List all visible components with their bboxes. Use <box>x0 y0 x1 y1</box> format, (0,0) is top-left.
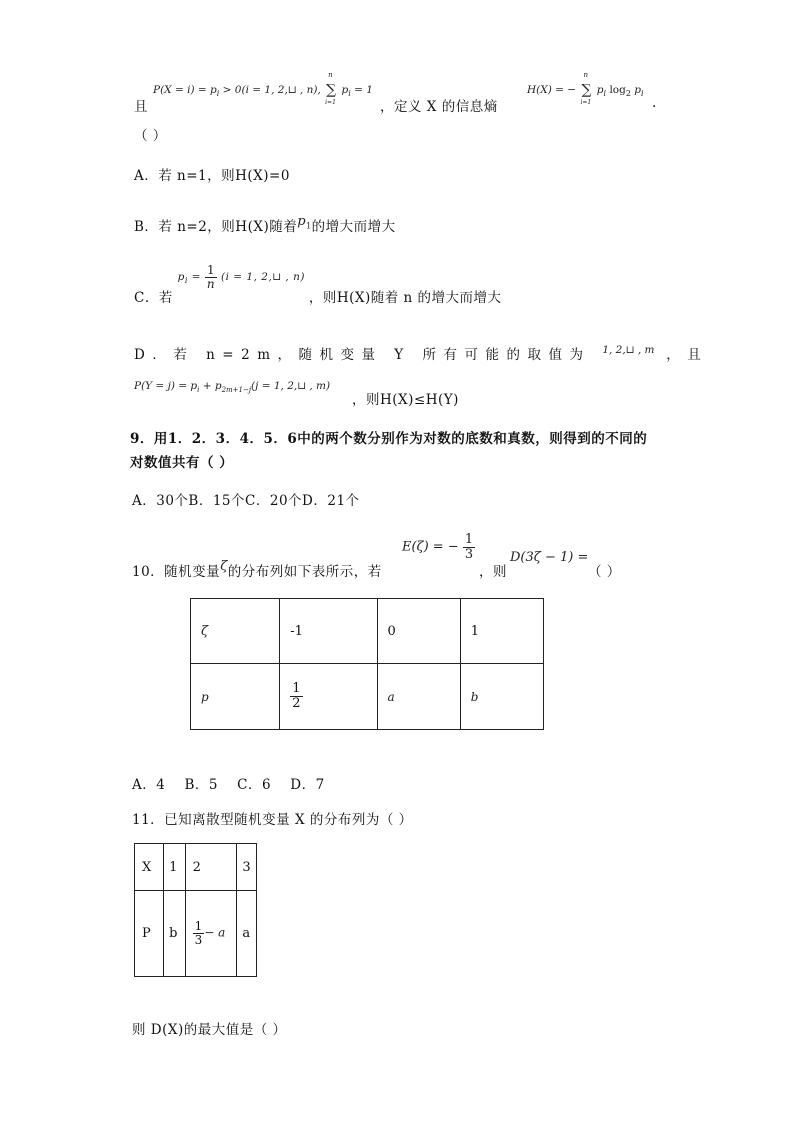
table-cell: 0 <box>377 599 460 664</box>
table-cell: a <box>237 891 257 977</box>
q11-title: 11．已知离散型随机变量 X 的分布列为（ ） <box>132 812 413 828</box>
q8-option-d-post: ，则H(X)≤H(Y) <box>352 392 459 408</box>
table-row <box>135 844 257 891</box>
q10-expectation: E(ζ) = − $\frac{1}{3}$ <box>402 532 474 562</box>
q9-line2: 对数值共有（ ） <box>130 455 234 471</box>
q8-option-a: A．若 n=1，则H(X)=0 <box>134 168 290 184</box>
table-cell: X <box>135 844 164 891</box>
q8-option-b: B．若 n=2，则H(X)随着$p_1$的增大而增大 <box>134 214 396 235</box>
q8-define-text: ，定义 X 的信息熵 <box>380 99 498 115</box>
table-cell: -1 <box>280 599 377 664</box>
q8-answer-bracket: （ ） <box>134 128 167 144</box>
q9-line1: 9．用1．2．3．4．5．6中的两个数分别作为对数的底数和真数，则得到的不同的 <box>130 431 648 447</box>
table-cell: 1 <box>164 844 185 891</box>
table-cell: ζ <box>191 599 280 664</box>
q8-entropy-formula: H(X) = − n ∑ i=1 $p_i$ $\log_2 p_i$ <box>527 71 644 106</box>
q11-distribution-table <box>134 843 257 977</box>
table-cell: 2 <box>185 844 237 891</box>
table-cell: a <box>377 664 460 730</box>
table-row <box>191 664 544 730</box>
q10-options: A．4 B．5 C．6 D．7 <box>132 777 325 793</box>
table-cell: b <box>164 891 185 977</box>
q11-final-question: 则 D(X)的最大值是（ ） <box>132 1022 287 1038</box>
table-row <box>191 599 544 664</box>
q10-variance-expr: D(3ζ − 1) = <box>510 550 589 565</box>
table-cell: p <box>191 664 280 730</box>
table-row <box>135 891 257 977</box>
q8-period: . <box>652 95 657 111</box>
q10-distribution-table <box>190 598 544 730</box>
q8-option-c: C．若 $p_i$ = $\frac{1}{n}$ (i = 1, 2,⊔ , n) ，则H(X)随着 n 的增大而增大 <box>134 263 502 307</box>
q8-prob-formula: $P(X = i) = p_i > 0(i = 1$, 2,⊔ , n), n ∑ i=1 $p_i = 1$ <box>153 71 373 106</box>
table-cell: b <box>460 664 543 730</box>
q8-option-d-formula: $P(Y = j) = p_i + p_{2m+1-j}(j = 1$, 2,⊔ , m) <box>134 380 331 395</box>
q10-then: ，则 <box>479 564 507 580</box>
q8-option-d-line1: D．若 n=2m，随机变量 Y 所有可能的取值为 $^{1, 2,⊔ , m}$ ，且 <box>134 344 709 363</box>
q10-stem: 10．随机变量ζ的分布列如下表所示，若 <box>132 559 382 580</box>
table-cell: $\frac{1}{2}$ <box>280 664 377 730</box>
table-cell: P <box>135 891 164 977</box>
table-cell: $\frac{1}{3}$ − a <box>185 891 237 977</box>
q8-and-label: 且 <box>134 99 148 115</box>
q9-options: A．30个B．15个C．20个D．21个 <box>132 493 360 509</box>
table-cell: 1 <box>460 599 543 664</box>
q10-answer-bracket: （ ） <box>588 564 621 580</box>
table-cell: 3 <box>237 844 257 891</box>
